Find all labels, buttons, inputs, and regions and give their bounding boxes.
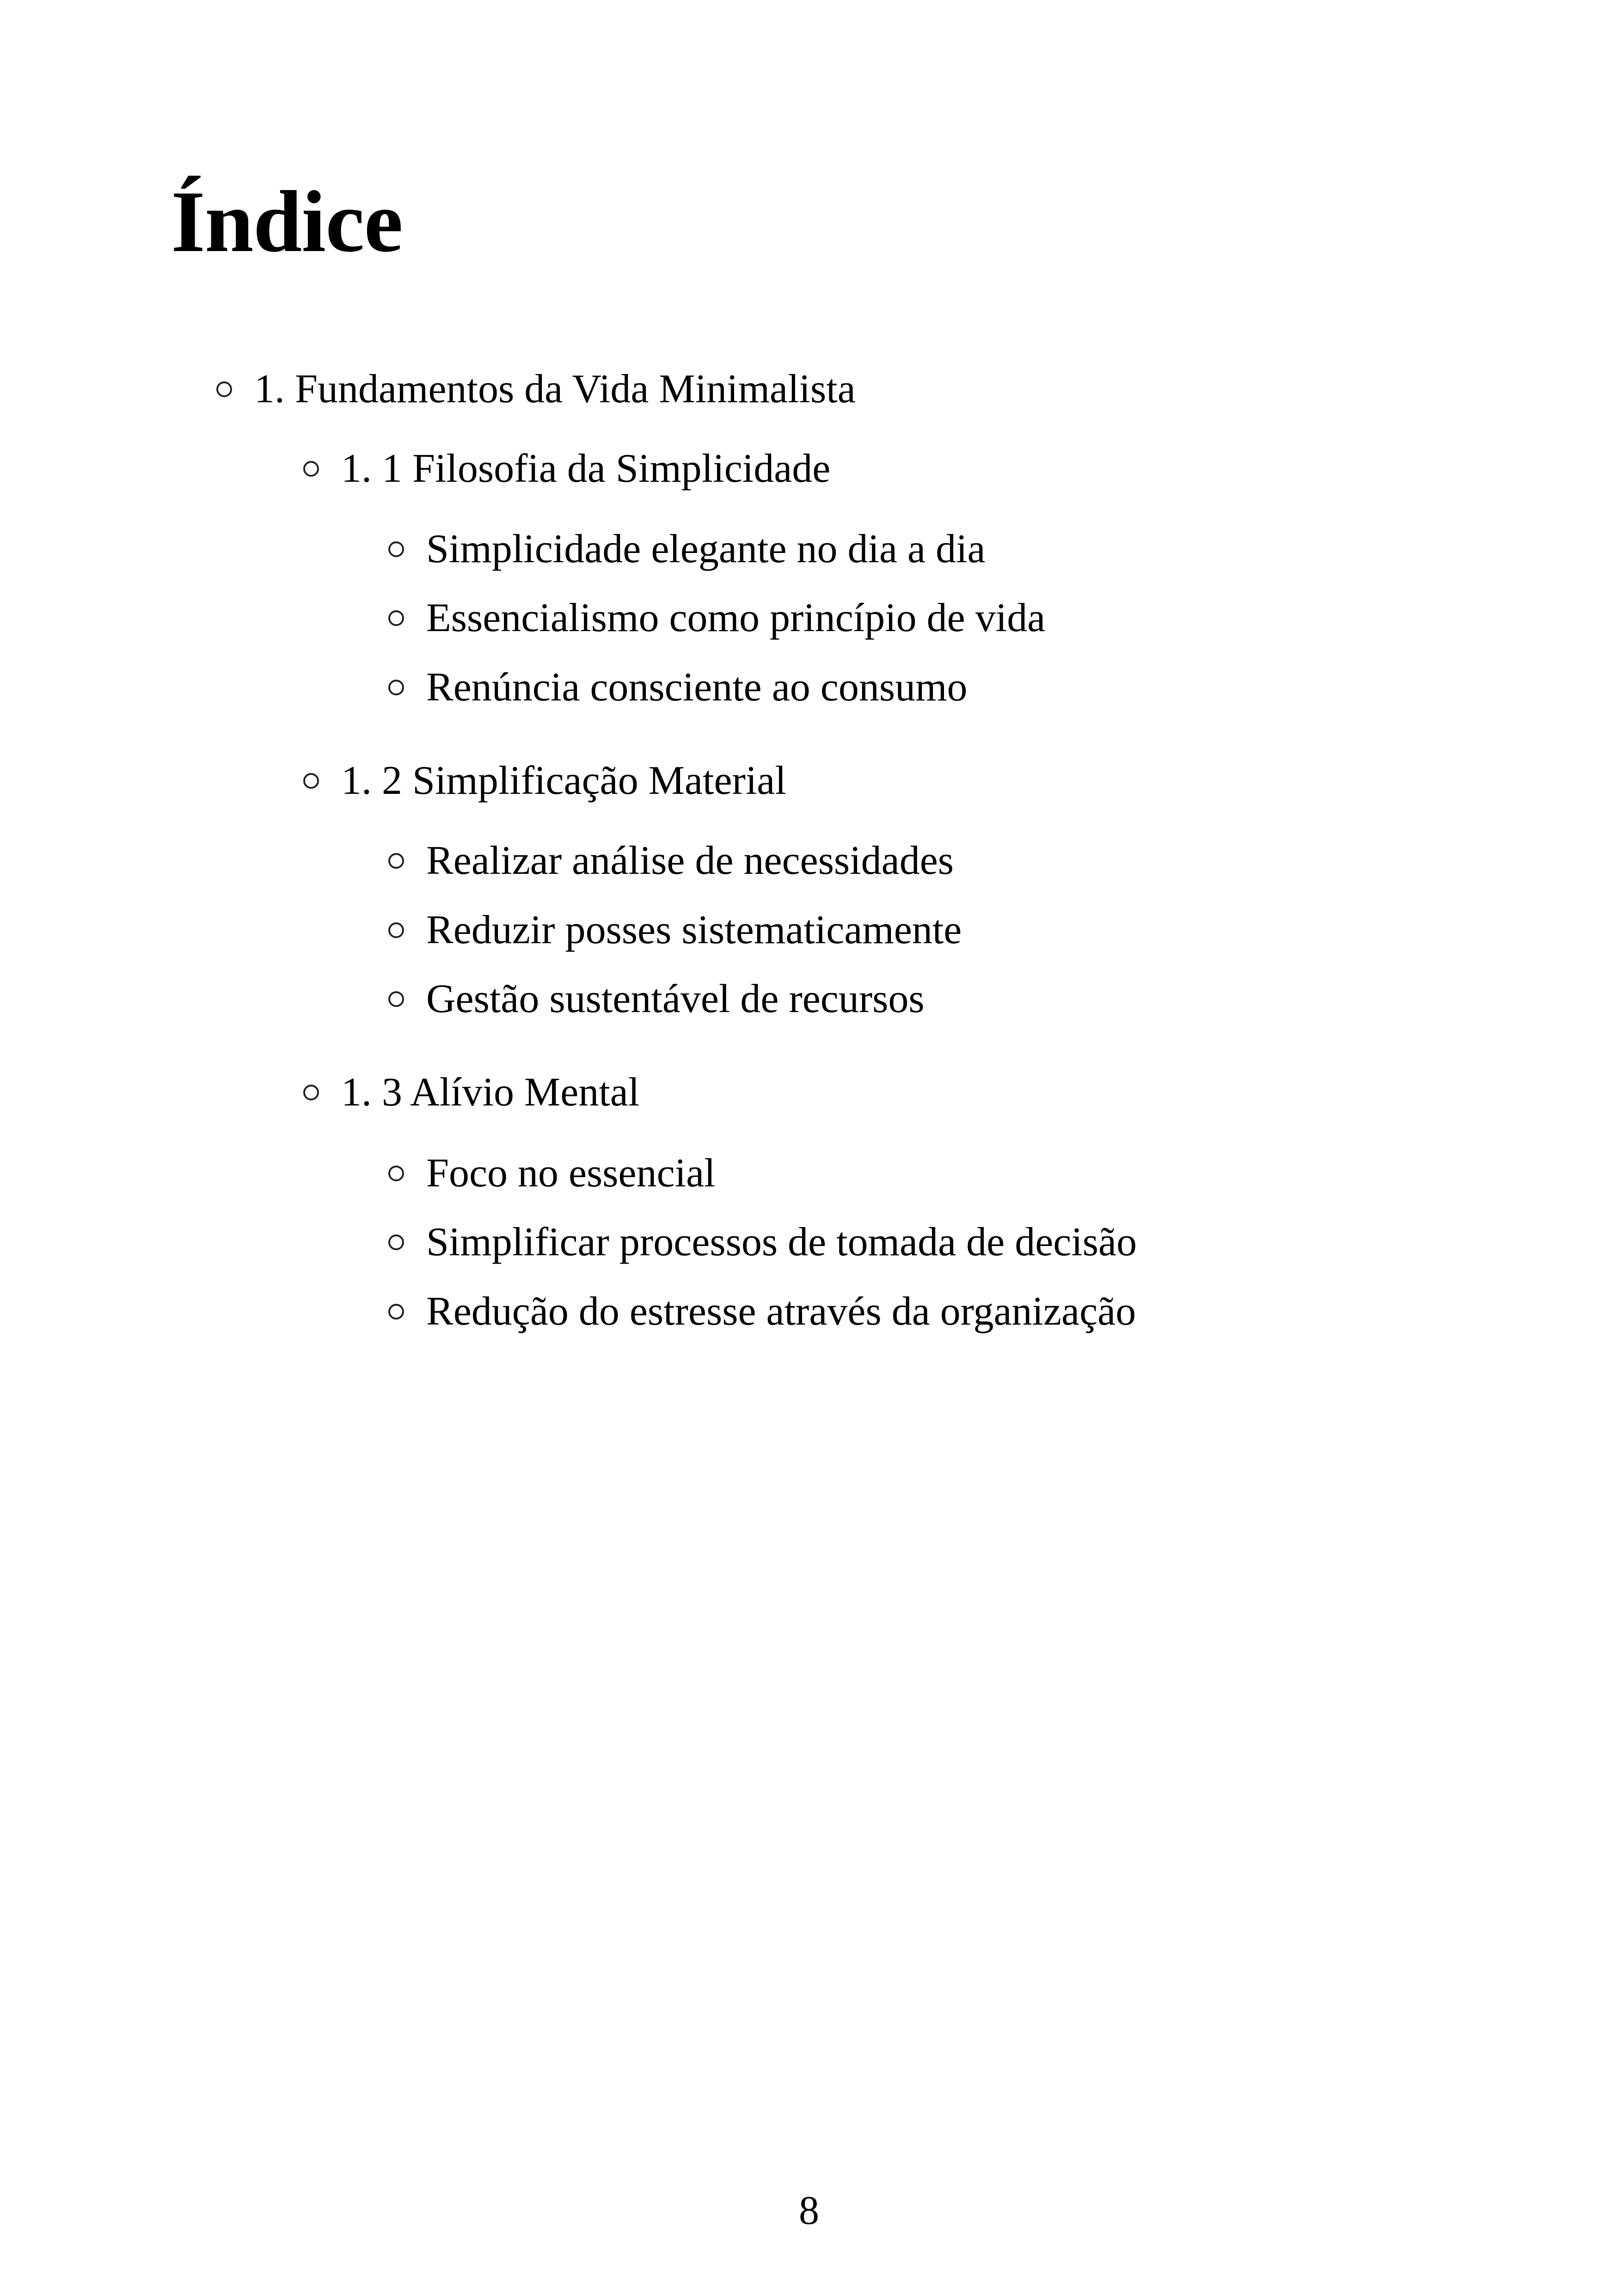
toc-item[interactable] [388, 529, 986, 570]
hollow-bullet-icon [388, 610, 404, 626]
page-title: Índice [171, 173, 403, 270]
toc-item-label: Redução do estresse através da organização [426, 1289, 1136, 1334]
toc-item-label: Reduzir posses sistematicamente [426, 908, 962, 952]
hollow-bullet-icon [388, 1304, 404, 1320]
hollow-bullet-icon [303, 1085, 319, 1100]
hollow-bullet-icon [388, 991, 404, 1007]
toc-item-label: Realizar análise de necessidades [426, 838, 954, 883]
toc-item[interactable] [388, 667, 968, 708]
toc-section-1-3[interactable] [303, 1072, 639, 1113]
toc-item-label: Renúncia consciente ao consumo [426, 665, 968, 710]
toc-item-label: Foco no essencial [426, 1151, 716, 1196]
hollow-bullet-icon [388, 853, 404, 869]
hollow-bullet-icon [388, 1234, 404, 1250]
toc-chapter-label: 1. Fundamentos da Vida Minimalista [254, 367, 856, 411]
toc-section-1-2[interactable] [303, 758, 786, 803]
toc-item[interactable] [388, 1291, 1136, 1332]
hollow-bullet-icon [388, 680, 404, 695]
toc-section-1-1[interactable] [303, 448, 830, 489]
toc-section-label: 1. 3 Alívio Mental [341, 1070, 640, 1115]
toc-item[interactable] [388, 838, 954, 883]
toc-item[interactable] [388, 976, 925, 1021]
toc-item[interactable] [388, 595, 1046, 640]
page-number: 8 [799, 2188, 819, 2233]
hollow-bullet-icon [303, 461, 319, 477]
toc-item[interactable] [388, 1153, 716, 1194]
hollow-bullet-icon [216, 381, 232, 397]
toc-item-label: Gestão sustentável de recursos [426, 976, 925, 1021]
toc-chapter-1[interactable] [216, 369, 856, 410]
hollow-bullet-icon [388, 922, 404, 938]
toc-item-label: Simplificar processos de tomada de decisão [426, 1220, 1137, 1265]
toc-item[interactable] [388, 1222, 1137, 1263]
toc-item[interactable] [388, 910, 962, 951]
toc-section-label: 1. 2 Simplificação Material [341, 758, 786, 803]
hollow-bullet-icon [388, 541, 404, 557]
toc-item-label: Essencialismo como princípio de vida [426, 595, 1046, 640]
hollow-bullet-icon [388, 1166, 404, 1181]
toc-item-label: Simplicidade elegante no dia a dia [426, 527, 986, 571]
toc-section-label: 1. 1 Filosofia da Simplicidade [341, 446, 831, 491]
hollow-bullet-icon [303, 773, 319, 789]
